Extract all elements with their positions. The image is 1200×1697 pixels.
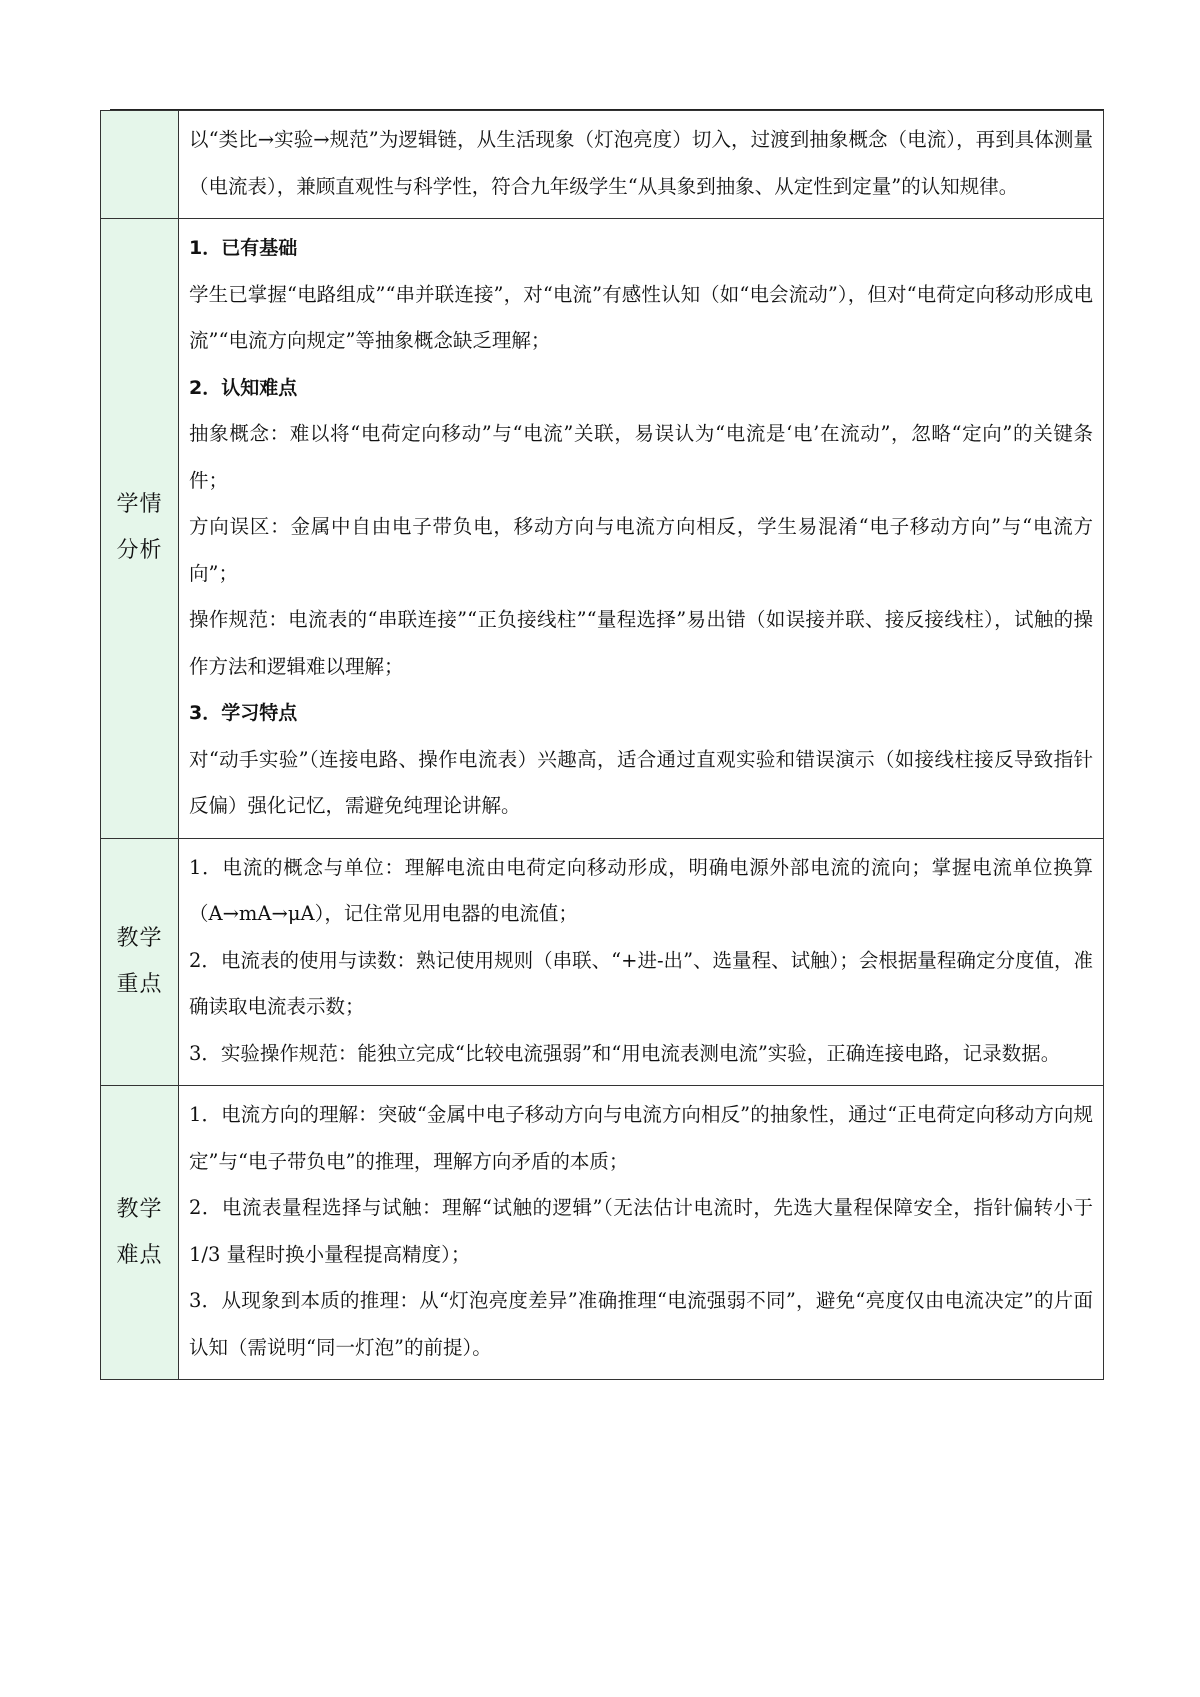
table-row-student-analysis [101, 219, 1104, 839]
paragraph: 抽象概念：难以将“电荷定向移动”与“电流”关联，易误认为“电流是‘电’在流动”，忽略“定向”的关键条件； [189, 422, 1093, 492]
section-heading: 2．认知难点 [189, 376, 298, 399]
row-label-cell [101, 1086, 179, 1380]
section-heading: 1．已有基础 [189, 237, 298, 259]
row-label: 教学 难点 [116, 1196, 163, 1268]
paragraph: 3．实验操作规范：能独立完成“比较电流强弱”和“用电流表测电流”实验，正确连接电路，记录数据。 [189, 1041, 1061, 1065]
row-content-cell [179, 111, 1104, 219]
lesson-plan-table [100, 110, 1104, 1380]
row-label-cell [101, 219, 179, 839]
paragraph: 以“类比→实验→规范”为逻辑链，从生活现象（灯泡亮度）切入，过渡到抽象概念（电流），再到具体测量（电流表），兼顾直观性与科学性，符合九年级学生“从具象到抽象、从定性到定量”的认知规律。 [189, 128, 1093, 198]
paragraph: 学生已掌握“电路组成”“串并联连接”，对“电流”有感性认知（如“电会流动”），但对“电荷定向移动形成电流”“电流方向规定”等抽象概念缺乏理解； [189, 282, 1093, 352]
table-row-teaching-difficulty [101, 1086, 1104, 1380]
section-heading: 3．学习特点 [189, 702, 298, 724]
row-label: 学情 分析 [116, 492, 163, 564]
paragraph: 2．电流表量程选择与试触：理解“试触的逻辑”（无法估计电流时，先选大量程保障安全，指针偏转小于 1/3 量程时换小量程提高精度）； [189, 1196, 1093, 1266]
table-row-teaching-focus [101, 838, 1104, 1086]
row-content-cell [179, 1086, 1104, 1380]
table-row-design-rationale [101, 111, 1104, 219]
row-label: 教学 重点 [116, 925, 163, 997]
paragraph: 操作规范：电流表的“串联连接”“正负接线柱”“量程选择”易出错（如误接并联、接反接线柱），试触的操作方法和逻辑难以理解； [189, 608, 1093, 678]
row-content-cell [179, 219, 1104, 839]
paragraph: 对“动手实验”（连接电路、操作电流表）兴趣高，适合通过直观实验和错误演示（如接线柱接反导致指针反偏）强化记忆，需避免纯理论讲解。 [189, 747, 1093, 817]
paragraph: 方向误区：金属中自由电子带负电，移动方向与电流方向相反，学生易混淆“电子移动方向”与“电流方向”； [189, 515, 1093, 585]
paragraph: 2．电流表的使用与读数：熟记使用规则（串联、“+进-出”、选量程、试触）；会根据量程确定分度值，准确读取电流表示数； [189, 948, 1093, 1018]
row-label-cell [101, 838, 179, 1086]
row-content-cell [179, 838, 1104, 1086]
paragraph: 1．电流方向的理解：突破“金属中电子移动方向与电流方向相反”的抽象性，通过“正电荷定向移动方向规定”与“电子带负电”的推理，理解方向矛盾的本质； [189, 1103, 1093, 1173]
paragraph: 3．从现象到本质的推理：从“灯泡亮度差异”准确推理“电流强弱不同”，避免“亮度仅由电流决定”的片面认知（需说明“同一灯泡”的前提）。 [189, 1289, 1093, 1359]
paragraph: 1．电流的概念与单位：理解电流由电荷定向移动形成，明确电源外部电流的流向；掌握电流单位换算（A→mA→μA），记住常见用电器的电流值； [189, 855, 1093, 925]
row-label-cell [101, 111, 179, 219]
